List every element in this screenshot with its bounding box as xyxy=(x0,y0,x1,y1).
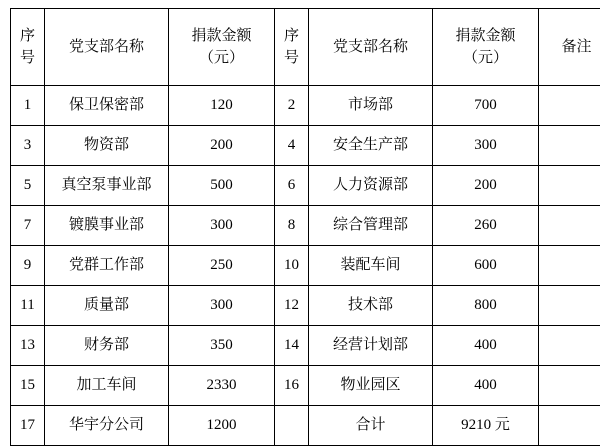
cell-seq-right: 2 xyxy=(275,86,309,126)
cell-amount-right: 300 xyxy=(433,126,539,166)
cell-amount-right: 400 xyxy=(433,326,539,366)
cell-note xyxy=(539,86,600,126)
cell-seq-left: 3 xyxy=(11,126,45,166)
cell-branch-left: 物资部 xyxy=(45,126,169,166)
header-cell-amount-left xyxy=(169,9,275,86)
header-seq-right-line1: 序 xyxy=(276,25,307,48)
header-amount-left-line1: 捐款金额 xyxy=(170,25,273,48)
cell-seq-right: 4 xyxy=(275,126,309,166)
cell-seq-right: 12 xyxy=(275,286,309,326)
cell-branch-right: 市场部 xyxy=(309,86,433,126)
cell-branch-left: 镀膜事业部 xyxy=(45,206,169,246)
table-row xyxy=(11,86,600,126)
cell-seq-left: 13 xyxy=(11,326,45,366)
cell-amount-left: 300 xyxy=(169,286,275,326)
cell-branch-right: 装配车间 xyxy=(309,246,433,286)
cell-note xyxy=(539,366,600,406)
cell-branch-left: 加工车间 xyxy=(45,366,169,406)
cell-seq-right: 10 xyxy=(275,246,309,286)
table-row-total xyxy=(11,406,600,446)
header-cell-note: 备注 xyxy=(539,9,600,86)
table-row xyxy=(11,326,600,366)
header-amount-right-line2: （元） xyxy=(434,47,537,70)
table-header-row xyxy=(11,9,600,86)
cell-total-label: 合计 xyxy=(309,406,433,446)
donation-table xyxy=(10,8,600,446)
header-seq-left-line2: 号 xyxy=(12,47,43,70)
cell-amount-left: 1200 xyxy=(169,406,275,446)
cell-branch-left: 党群工作部 xyxy=(45,246,169,286)
table-row xyxy=(11,246,600,286)
table-row xyxy=(11,166,600,206)
header-seq-left-line1: 序 xyxy=(12,25,43,48)
cell-seq-left: 11 xyxy=(11,286,45,326)
header-seq-right-line2: 号 xyxy=(276,47,307,70)
cell-branch-right: 经营计划部 xyxy=(309,326,433,366)
cell-branch-left: 真空泵事业部 xyxy=(45,166,169,206)
cell-amount-right: 400 xyxy=(433,366,539,406)
table-row xyxy=(11,286,600,326)
table-row xyxy=(11,206,600,246)
cell-note xyxy=(539,126,600,166)
cell-amount-left: 300 xyxy=(169,206,275,246)
cell-branch-right: 技术部 xyxy=(309,286,433,326)
header-cell-seq-left xyxy=(11,9,45,86)
cell-branch-right: 人力资源部 xyxy=(309,166,433,206)
cell-branch-right: 物业园区 xyxy=(309,366,433,406)
cell-note xyxy=(539,206,600,246)
cell-note xyxy=(539,326,600,366)
header-amount-left-line2: （元） xyxy=(170,47,273,70)
cell-note xyxy=(539,246,600,286)
cell-seq-left: 7 xyxy=(11,206,45,246)
cell-branch-left: 华宇分公司 xyxy=(45,406,169,446)
cell-seq-right: 8 xyxy=(275,206,309,246)
cell-seq-left: 5 xyxy=(11,166,45,206)
header-amount-right-line1: 捐款金额 xyxy=(434,25,537,48)
cell-seq-right: 14 xyxy=(275,326,309,366)
cell-branch-right: 综合管理部 xyxy=(309,206,433,246)
cell-amount-right: 700 xyxy=(433,86,539,126)
cell-note xyxy=(539,286,600,326)
cell-amount-left: 120 xyxy=(169,86,275,126)
cell-amount-left: 200 xyxy=(169,126,275,166)
cell-branch-right: 安全生产部 xyxy=(309,126,433,166)
cell-seq-left: 9 xyxy=(11,246,45,286)
header-cell-branch-left: 党支部名称 xyxy=(45,9,169,86)
cell-amount-right: 200 xyxy=(433,166,539,206)
header-cell-seq-right xyxy=(275,9,309,86)
cell-amount-right: 260 xyxy=(433,206,539,246)
cell-total-amount: 9210 元 xyxy=(433,406,539,446)
cell-amount-right: 800 xyxy=(433,286,539,326)
cell-amount-left: 250 xyxy=(169,246,275,286)
cell-branch-left: 保卫保密部 xyxy=(45,86,169,126)
cell-seq-right xyxy=(275,406,309,446)
cell-amount-left: 500 xyxy=(169,166,275,206)
cell-seq-right: 16 xyxy=(275,366,309,406)
header-cell-branch-right: 党支部名称 xyxy=(309,9,433,86)
cell-seq-left: 1 xyxy=(11,86,45,126)
cell-note xyxy=(539,406,600,446)
cell-amount-left: 350 xyxy=(169,326,275,366)
table-body xyxy=(11,9,600,446)
cell-amount-right: 600 xyxy=(433,246,539,286)
table-row xyxy=(11,126,600,166)
cell-seq-right: 6 xyxy=(275,166,309,206)
cell-seq-left: 17 xyxy=(11,406,45,446)
cell-note xyxy=(539,166,600,206)
table-row xyxy=(11,366,600,406)
cell-amount-left: 2330 xyxy=(169,366,275,406)
header-cell-amount-right xyxy=(433,9,539,86)
cell-seq-left: 15 xyxy=(11,366,45,406)
cell-branch-left: 财务部 xyxy=(45,326,169,366)
cell-branch-left: 质量部 xyxy=(45,286,169,326)
